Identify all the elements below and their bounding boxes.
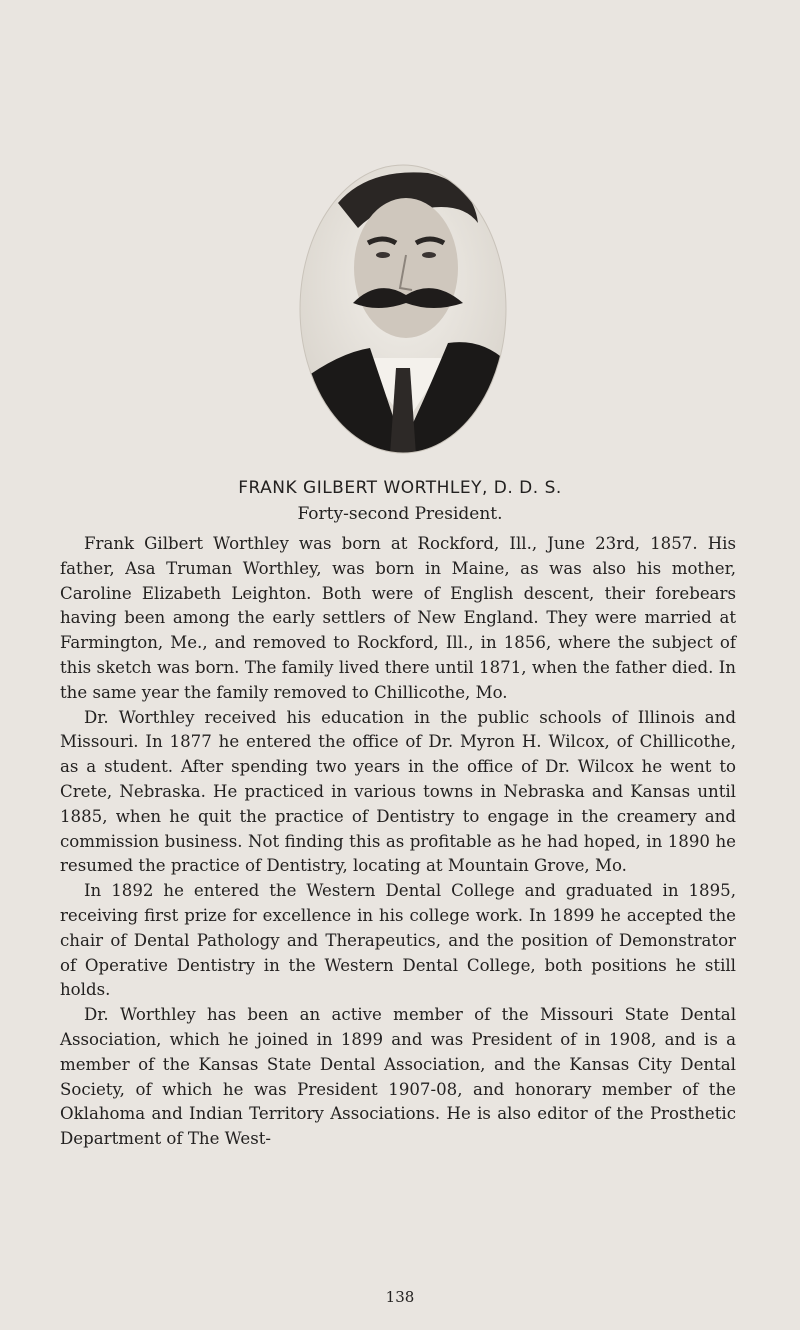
person-name-heading: FRANK GILBERT WORTHLEY, D. D. S.	[238, 478, 562, 498]
paragraph: In 1892 he entered the Western Dental College and graduated in 1895, receiving first prize for excellence in his college work. In 1899 he accepted the chair of Dental Pathology and Therapeutics, and the position of Demonstrator of Operative Dentistry in the Western Dental College, both positions he still holds.	[60, 881, 736, 1000]
paragraph: Dr. Worthley received his education in the public schools of Illinois and Missouri. In 1877 he entered the office of Dr. Myron H. Wilcox, of Chillicothe, as a student. After spending two years in the office of Dr. Wilcox he went to Crete, Nebraska. He practiced in various towns in Nebraska and Kansas until 1885, when he quit the practice of Dentistry to engage in the creamery and commission business. Not finding this as profitable as he had hoped, in 1890 he resumed the practice of Dentistry, locating at Mountain Grove, Mo.	[60, 707, 736, 876]
portrait-photo	[298, 163, 508, 455]
paragraph: Dr. Worthley has been an active member of the Missouri State Dental Association, which he joined in 1899 and was President of in 1908, and is a member of the Kansas State Dental Association, and the Kansas City Dental Society, of which he was President 1907-08, and honorary member of the Oklahoma and Indian Territory Associations. He is also editor of the Prosthetic Department of The West-	[60, 1005, 736, 1149]
biography-text	[60, 532, 736, 1152]
person-role-subtitle: Forty-second President.	[297, 504, 503, 524]
paragraph: Frank Gilbert Worthley was born at Rockford, Ill., June 23rd, 1857. His father, Asa Truman Worthley, was born in Maine, as was also his mother, Caroline Elizabeth Leighton. Both were of English descent, their forebears having been among the early settlers of New England. They were married at Farmington, Me., and removed to Rockford, Ill., in 1856, where the subject of this sketch was born. The family lived there until 1871, when the father died. In the same year the family removed to Chillicothe, Mo.	[60, 534, 736, 702]
page-number: 138	[385, 1288, 415, 1306]
